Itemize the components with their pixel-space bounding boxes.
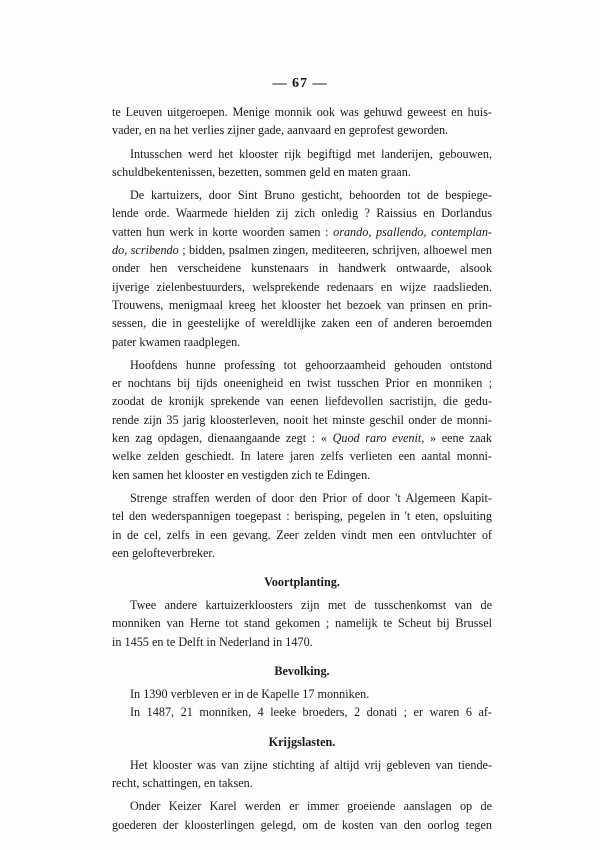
text-line: In 1487, 21 monniken, 4 leeke broeders, 2 donati ; er waren 6 af- bbox=[130, 705, 492, 720]
text-line: De kartuizers, door Sint Bruno gesticht, behoorden tot de bespiege- bbox=[130, 188, 492, 203]
text-line: welke zelden geschiedt. In latere jaren zelfs verlieten een aantal monni- bbox=[112, 449, 492, 464]
paragraph bbox=[112, 145, 492, 182]
text-line: do, scribendo ; bidden, psalmen zingen, mediteeren, schrijven, alhoewel men bbox=[112, 243, 492, 258]
page-number: — 67 — bbox=[272, 76, 328, 91]
text-line: te Leuven uitgeroepen. Menige monnik ook was gehuwd geweest en huis- bbox=[112, 105, 492, 119]
text-line: vatten hun werk in korte woorden samen : orando, psallendo, contemplan- bbox=[112, 224, 492, 239]
section-heading: Bevolking. bbox=[274, 664, 330, 679]
paragraph bbox=[112, 797, 492, 834]
paragraph bbox=[112, 356, 492, 484]
paragraph bbox=[112, 685, 492, 703]
text-line: er nochtans bij tijds oneenigheid en twist tusschen Prior en monniken ; bbox=[112, 376, 492, 391]
text-line: lende orde. Waarmede hielden zij zich onledig ? Raissius en Dorlandus bbox=[112, 206, 492, 221]
text-line: vader, en na het verlies zijner gade, aanvaard en geprofest geworden. bbox=[112, 123, 449, 138]
text-line: sessen, die in geestelijke of wereldlijke zaken een of anderen beroemden bbox=[112, 316, 492, 331]
text-line: monniken van Herne tot stand gekomen ; namelijk te Scheut bij Brussel bbox=[112, 616, 492, 631]
paragraph bbox=[112, 703, 492, 721]
section-heading: Krijgslasten. bbox=[268, 734, 336, 749]
text-line: zoodat de kronijk sprekende van eenen liefdevollen sacristijn, die gedu- bbox=[112, 394, 492, 409]
text-line: schuldbekentenissen, bezetten, sommen geld en maten graan. bbox=[112, 164, 411, 179]
text-line: recht, schattingen, en taksen. bbox=[112, 775, 253, 790]
text-line: Hoofdens hunne professing tot gehoorzaamheid gehouden ontstond bbox=[130, 357, 492, 372]
text-line: een gelofteverbreker. bbox=[112, 545, 215, 560]
paragraph bbox=[112, 756, 492, 793]
text-line: onder hen verscheidene kunstenaars in handwerk ontwaarde, alsook bbox=[112, 261, 492, 276]
text-line: pater kwamen raadplegen. bbox=[112, 334, 241, 349]
paragraph bbox=[112, 489, 492, 562]
text-line: ken samen het klooster en vestigden zich te Edingen. bbox=[112, 467, 371, 482]
text-line: Onder Keizer Karel werden er immer groeiende aanslagen op de bbox=[130, 799, 492, 814]
text-line: in de cel, zelfs in een gevang. Zeer zelden vindt men een ontvluchter of bbox=[112, 527, 492, 542]
text-line: rende zijn 35 jarig kloosterleven, nooit het minste geschil onder de monni- bbox=[112, 412, 492, 427]
text-line: Twee andere kartuizerkloosters zijn met de tusschenkomst van de bbox=[130, 598, 492, 613]
paragraph bbox=[112, 186, 492, 351]
text-line: Intusschen werd het klooster rijk begiftigd met landerijen, gebouwen, bbox=[130, 146, 492, 161]
section-heading: Voortplanting. bbox=[264, 575, 340, 590]
text-line: in 1455 en te Delft in Nederland in 1470. bbox=[112, 634, 313, 649]
text-line: ken zag opdagen, dienaangaande zegt : « Quod raro evenit, » eene zaak bbox=[112, 431, 492, 446]
page-body bbox=[112, 103, 492, 834]
text-line: goederen der kloosterlingen gelegd, om de kosten van den oorlog tegen bbox=[112, 817, 492, 832]
paragraph bbox=[112, 103, 492, 140]
text-line: Het klooster was van zijne stichting af altijd vrij gebleven van tiende- bbox=[130, 757, 492, 772]
text-line: In 1390 verbleven er in de Kapelle 17 monniken. bbox=[130, 687, 370, 702]
text-line: tel den wederspannigen toegepast : berisping, pegelen in 't eten, opsluiting bbox=[112, 509, 492, 524]
text-line: Trouwens, menigmaal kreeg het klooster het bezoek van prinsen en prin- bbox=[112, 297, 492, 312]
text-line: ijverige zielenbestuurders, welsprekende redenaars en wijze raadslieden. bbox=[112, 279, 492, 294]
paragraph bbox=[112, 596, 492, 651]
text-line: Strenge straffen werden of door den Prior of door 't Algemeen Kapit- bbox=[130, 490, 492, 505]
